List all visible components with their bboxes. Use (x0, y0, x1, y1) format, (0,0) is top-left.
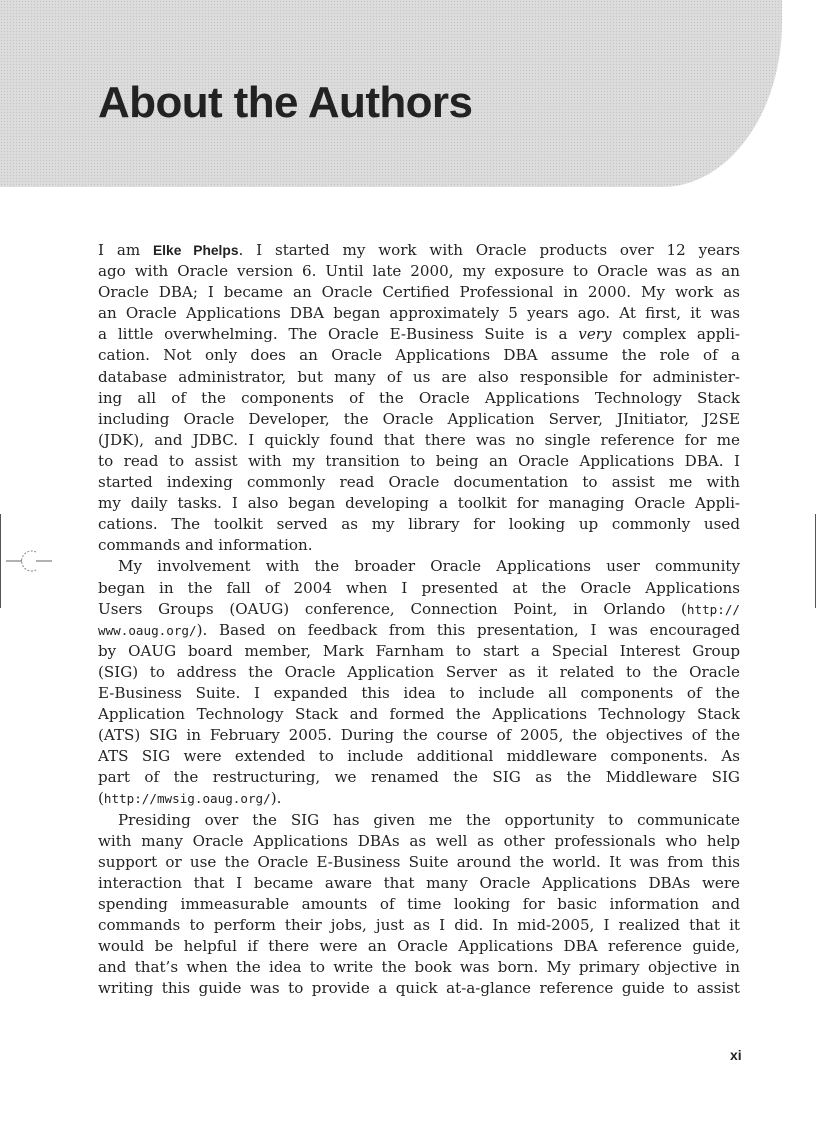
text-line: (JDK), and JDBC. I quickly found that there was no single reference for me (98, 430, 740, 449)
text-line: commands to perform their jobs, just as I did. In mid-2005, I realized that it (98, 916, 740, 934)
body-text (98, 240, 740, 999)
text-line: commands and information. (98, 536, 313, 555)
text-line: cation. Not only does an Oracle Applications DBA assume the role of a (98, 346, 740, 365)
oaug-url-continued[interactable]: www.oaug.org/ (98, 622, 197, 638)
page-title: About the Authors (98, 78, 473, 127)
text-line: My involvement with the broader Oracle Applications user community (118, 557, 740, 576)
text-line: my daily tasks. I also began developing a toolkit for managing Oracle Appli- (98, 494, 740, 513)
text-line: with many Oracle Applications DBAs as well as other professionals who help (98, 831, 740, 850)
text-line: (http://mwsig.oaug.org/). (98, 789, 282, 808)
text-line: support or use the Oracle E-Business Suite around the world. It was from this (98, 852, 740, 871)
text-line: (SIG) to address the Oracle Application Server as it related to the Oracle (98, 662, 740, 681)
text-line: I am Elke Phelps. I started my work with Oracle products over 12 years (98, 241, 740, 259)
text-line: writing this guide was to provide a quick at-a-glance reference guide to assist (98, 979, 740, 998)
text-line: including Oracle Developer, the Oracle Application Server, JInitiator, J2SE (98, 409, 740, 428)
oaug-url[interactable]: http:// (686, 601, 740, 617)
text-line: ATS SIG were extended to include additional middleware components. As (98, 747, 740, 766)
text-line: spending immeasurable amounts of time looking for basic information and (98, 894, 740, 913)
text-line: cations. The toolkit served as my library for looking up commonly used (98, 515, 740, 534)
text-line: (ATS) SIG in February 2005. During the course of 2005, the objectives of the (98, 726, 740, 745)
registration-mark-icon (6, 546, 52, 576)
text-line: ing all of the components of the Oracle Applications Technology Stack (98, 388, 740, 407)
text-line: a little overwhelming. The Oracle E-Business Suite is a very complex appli- (98, 325, 740, 344)
text-line: ago with Oracle version 6. Until late 2000, my exposure to Oracle was as an (98, 262, 740, 281)
text-line: database administrator, but many of us are also responsible for administer- (98, 367, 740, 386)
page-number: xi (730, 1047, 742, 1063)
mwsig-url[interactable]: http://mwsig.oaug.org/ (103, 791, 271, 807)
text-line: Users Groups (OAUG) conference, Connection Point, in Orlando (http:// (98, 599, 740, 618)
text-line: E-Business Suite. I expanded this idea to include all components of the (98, 683, 740, 702)
text-line: Application Technology Stack and formed the Applications Technology Stack (98, 705, 740, 724)
text-line: interaction that I became aware that many Oracle Applications DBAs were (98, 873, 740, 892)
text-line: by OAUG board member, Mark Farnham to start a Special Interest Group (98, 641, 740, 660)
emphasis-very: very (578, 325, 612, 344)
text-line: www.oaug.org/). Based on feedback from this presentation, I was encouraged (98, 620, 740, 639)
text-line: Presiding over the SIG has given me the opportunity to communicate (118, 810, 740, 829)
author-name: Elke Phelps (152, 243, 239, 258)
left-crop-mark (0, 514, 1, 608)
text-line: an Oracle Applications DBA began approximately 5 years ago. At first, it was (98, 304, 740, 323)
text-line: began in the fall of 2004 when I presented at the Oracle Applications (98, 578, 740, 597)
chapter-header-band (0, 0, 782, 187)
text-line: part of the restructuring, we renamed the SIG as the Middleware SIG (98, 768, 740, 787)
text-line: to read to assist with my transition to being an Oracle Applications DBA. I (98, 451, 740, 470)
text-line: would be helpful if there were an Oracle Applications DBA reference guide, (98, 937, 740, 956)
text-line: started indexing commonly read Oracle documentation to assist me with (98, 473, 740, 492)
text-line: and that’s when the idea to write the book was born. My primary objective in (98, 958, 740, 977)
text-line: Oracle DBA; I became an Oracle Certified Professional in 2000. My work as (98, 283, 740, 302)
